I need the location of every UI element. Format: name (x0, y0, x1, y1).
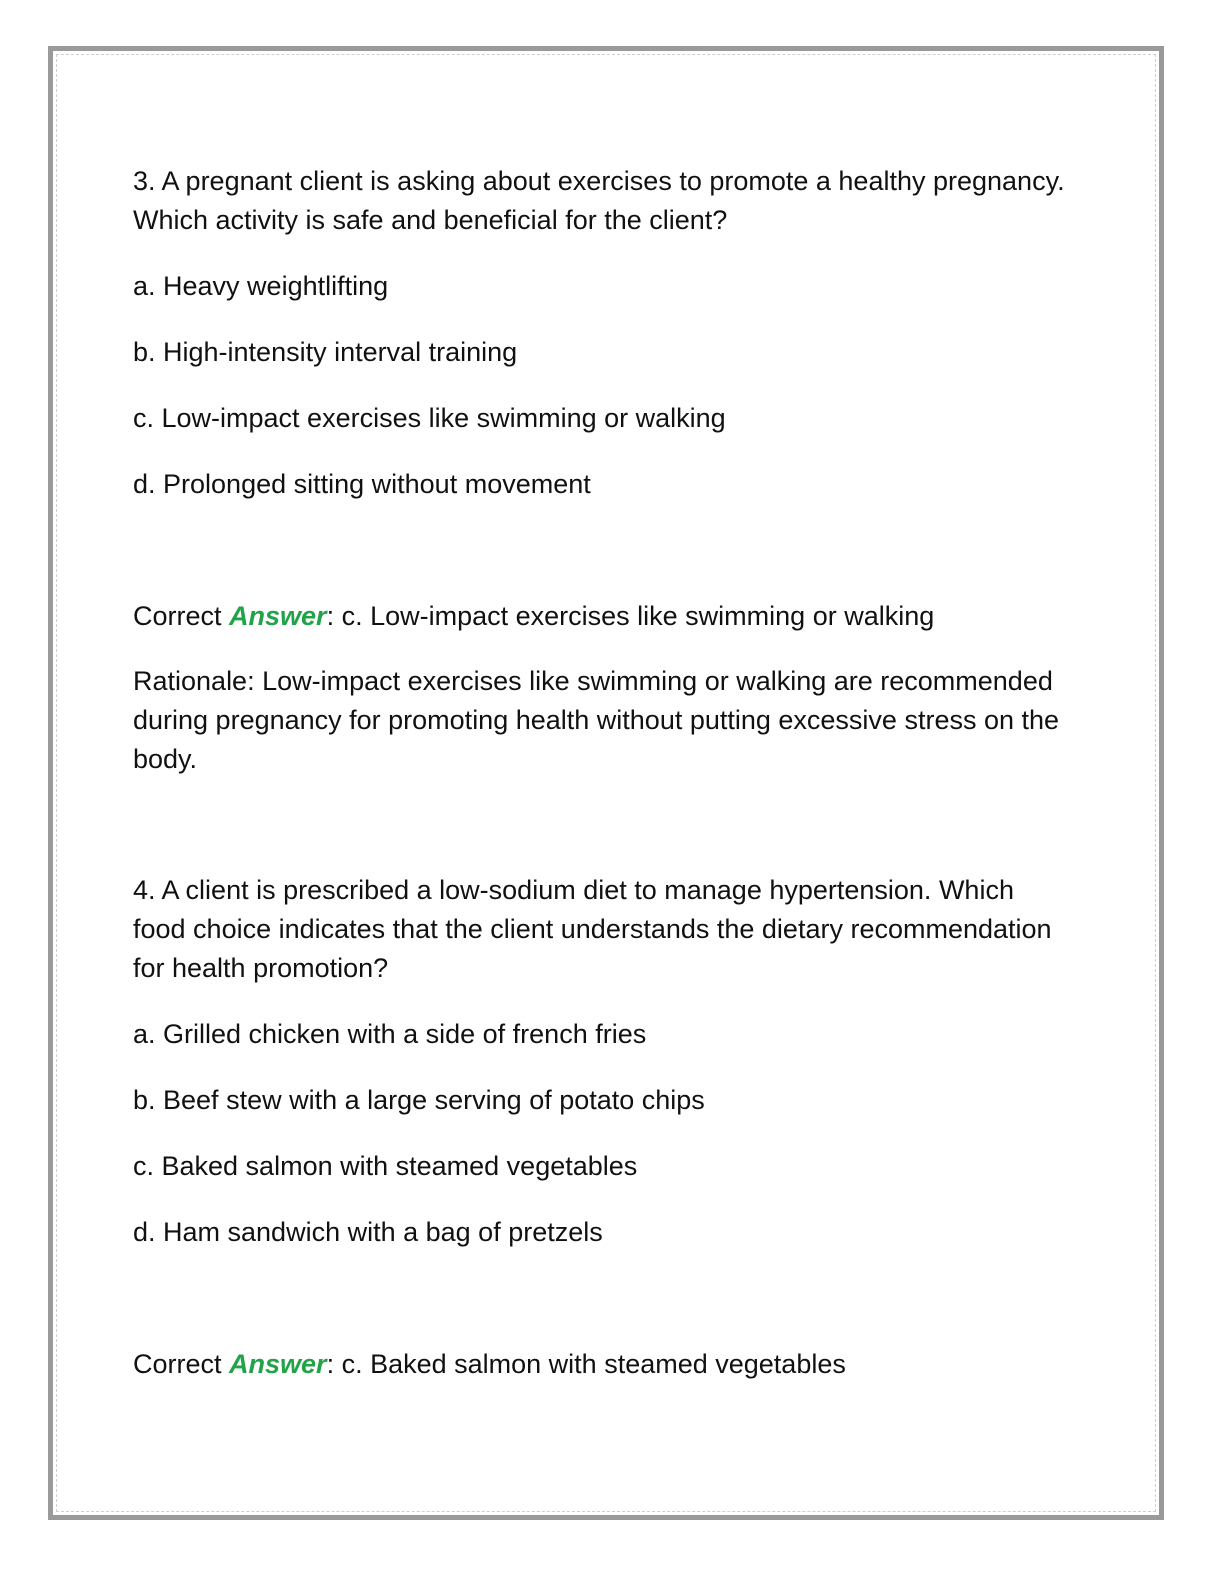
question-4-option-c: c. Baked salmon with steamed vegetables (133, 1151, 638, 1181)
question-4 (133, 871, 1073, 1384)
question-4-option-b: b. Beef stew with a large serving of potato chips (133, 1085, 705, 1115)
question-3-option-c: c. Low-impact exercises like swimming or walking (133, 403, 726, 433)
question-3 (133, 162, 1073, 779)
question-4-correct-answer (133, 1345, 1073, 1384)
spacer (133, 531, 1073, 597)
answer-keyword: Answer (229, 1349, 327, 1379)
question-3-option-b: b. High-intensity interval training (133, 337, 518, 367)
question-3-correct-answer (133, 597, 1073, 636)
answer-text: : c. Baked salmon with steamed vegetables (326, 1349, 846, 1379)
spacer (133, 779, 1073, 871)
question-4-option-a: a. Grilled chicken with a side of french fries (133, 1019, 647, 1049)
answer-keyword: Answer (229, 601, 327, 631)
answer-prefix: Correct (133, 601, 230, 631)
question-3-option-a: a. Heavy weightlifting (133, 271, 389, 301)
question-3-option-d: d. Prolonged sitting without movement (133, 469, 591, 499)
answer-text: : c. Low-impact exercises like swimming or walking (326, 601, 935, 631)
spacer (133, 1279, 1073, 1345)
question-3-text: 3. A pregnant client is asking about exercises to promote a healthy pregnancy. Which activity is safe and beneficial for the client? (133, 166, 1065, 235)
question-4-option-d: d. Ham sandwich with a bag of pretzels (133, 1217, 603, 1247)
document-body (133, 162, 1073, 1410)
answer-prefix: Correct (133, 1349, 230, 1379)
question-4-text: 4. A client is prescribed a low-sodium diet to manage hypertension. Which food choice indicates that the client understands the dietary recommendation for health promotion? (133, 875, 1052, 983)
question-3-rationale: Rationale: Low-impact exercises like swimming or walking are recommended during pregnancy for promoting health without putting excessive stress on the body. (133, 666, 1060, 774)
